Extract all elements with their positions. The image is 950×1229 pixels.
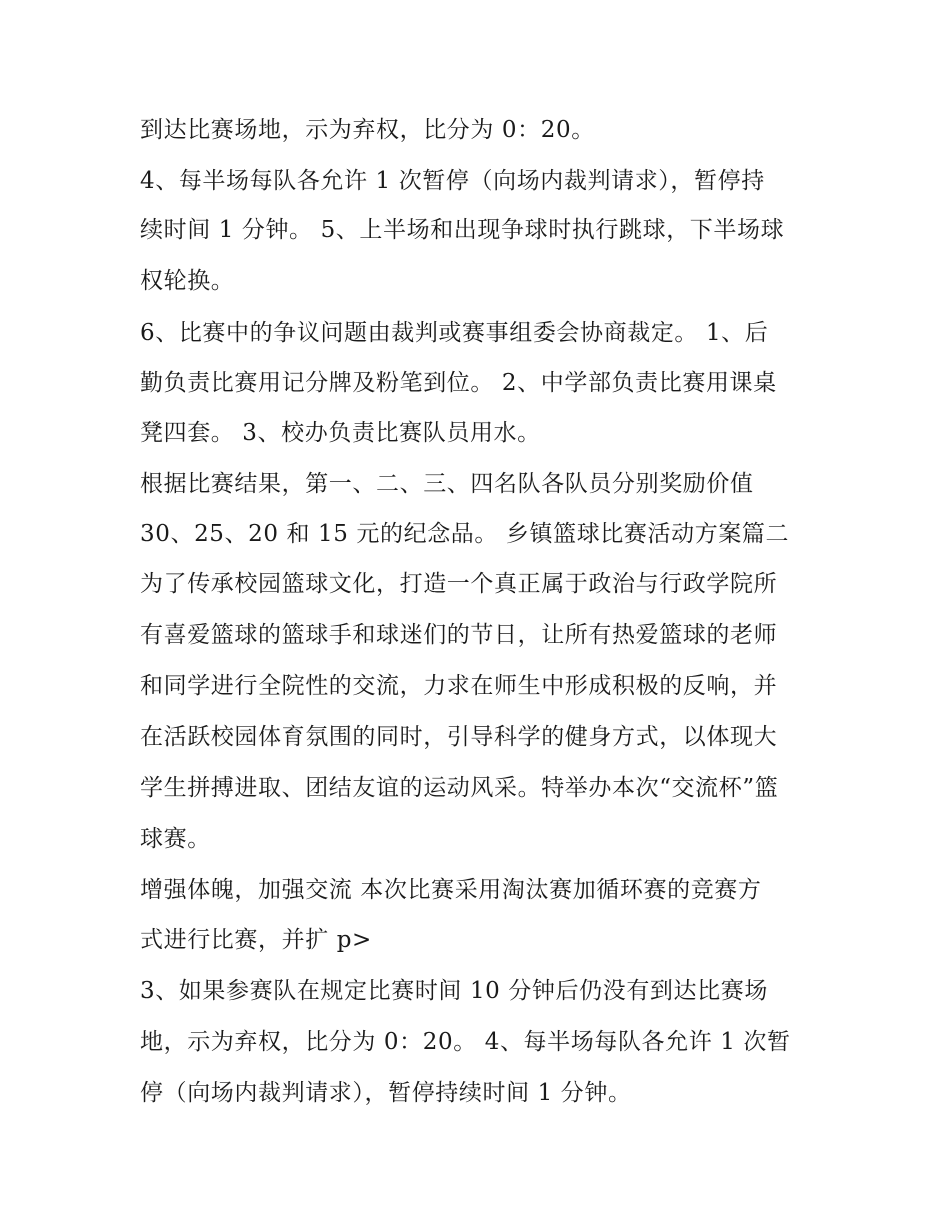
- text-line: 球赛。: [140, 826, 211, 852]
- text-line: 学生拼搏进取、团结友谊的运动风采。特举办本次“交流杯”篮: [140, 775, 779, 801]
- text-line: 在活跃校园体育氛围的同时，引导科学的健身方式，以体现大: [140, 724, 778, 750]
- text-line: 勤负责比赛用记分牌及粉笔到位。 2、中学部负责比赛用课桌: [140, 370, 777, 396]
- text-line: 到达比赛场地，示为弃权，比分为 0：20。: [140, 117, 595, 143]
- text-line: 权轮换。: [140, 268, 235, 294]
- text-line: 和同学进行全院性的交流，力求在师生中形成积极的反响，并: [140, 673, 778, 699]
- text-line: 凳四套。 3、校办负责比赛队员用水。: [140, 420, 541, 446]
- text-line: 4、每半场每队各允许 1 次暂停（向场内裁判请求），暂停持: [140, 168, 765, 194]
- text-line: 6、比赛中的争议问题由裁判或赛事组委会协商裁定。 1、后: [140, 320, 769, 346]
- text-line: 3、如果参赛队在规定比赛时间 10 分钟后仍没有到达比赛场: [140, 978, 768, 1004]
- text-line: 为了传承校园篮球文化，打造一个真正属于政治与行政学院所: [140, 571, 778, 597]
- text-line: 根据比赛结果，第一、二、三、四名队各队员分别奖励价值: [140, 471, 754, 497]
- text-line: 停（向场内裁判请求），暂停持续时间 1 分钟。: [140, 1080, 632, 1106]
- text-line: 30、25、20 和 15 元的纪念品。 乡镇篮球比赛活动方案篇二: [140, 521, 790, 547]
- text-line: 地，示为弃权，比分为 0：20。 4、每半场每队各允许 1 次暂: [140, 1029, 791, 1055]
- text-line: 增强体魄，加强交流 本次比赛采用淘汰赛加循环赛的竞赛方: [140, 877, 762, 903]
- text-line: 式进行比赛，并扩 p>: [140, 927, 372, 953]
- text-line: 续时间 1 分钟。 5、上半场和出现争球时执行跳球，下半场球: [140, 217, 785, 243]
- text-line: 有喜爱篮球的篮球手和球迷们的节日，让所有热爱篮球的老师: [140, 622, 778, 648]
